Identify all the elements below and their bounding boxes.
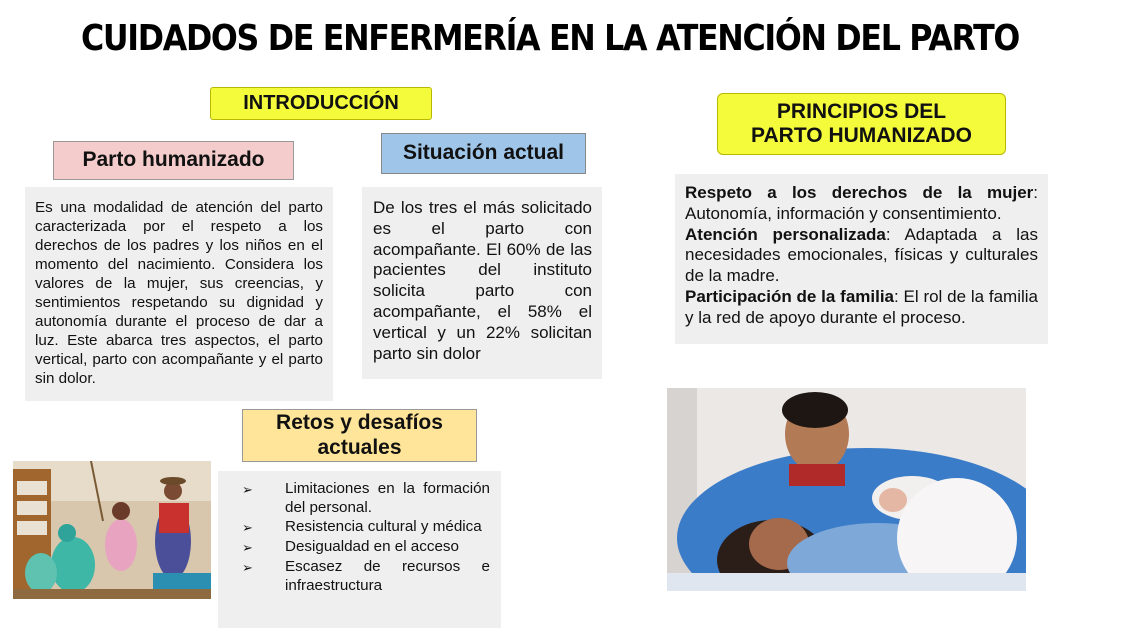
page-title: CUIDADOS DE ENFERMERÍA EN LA ATENCIÓN DEL PARTO (80, 18, 1020, 59)
arrow-bullet-icon: ➢ (242, 482, 253, 497)
situacion-actual-label: Situación actual (381, 133, 586, 174)
arrow-bullet-icon: ➢ (242, 520, 253, 535)
retos-label (242, 409, 477, 462)
arrow-bullet-icon: ➢ (242, 540, 253, 555)
vertical-birth-photo (13, 461, 211, 599)
principio-desc: : Autonomía, información y consentimiento. (685, 183, 1038, 223)
principio-term: Atención personalizada (685, 224, 886, 244)
list-item: ➢ Escasez de recursos e infraestructura (242, 558, 490, 594)
retos-list (242, 479, 490, 595)
parto-humanizado-label: Parto humanizado (53, 141, 294, 180)
list-item: ➢ Desigualdad en el acceso (242, 538, 459, 555)
principios-label-line1: PRINCIPIOS DEL (776, 99, 947, 123)
couple-newborn-photo (667, 388, 1026, 591)
principios-panel (675, 174, 1048, 344)
arrow-bullet-icon: ➢ (242, 560, 253, 575)
principio-item (685, 225, 1038, 287)
introduccion-label: INTRODUCCIÓN (210, 87, 432, 120)
retos-panel (218, 471, 501, 628)
parto-humanizado-panel (25, 187, 333, 401)
list-item: ➢ Limitaciones en la formación del personal. (242, 480, 490, 516)
principio-term: Participación de la familia (685, 286, 895, 306)
retos-label-line2: actuales (317, 435, 402, 459)
principios-label-line2: PARTO HUMANIZADO (751, 124, 972, 147)
principio-term: Respeto a los derechos de la mujer (685, 183, 1034, 202)
principio-item (685, 183, 1038, 225)
principio-desc: : El rol de la familia y la red de apoyo durante el proceso. (685, 286, 1038, 327)
principios-label (717, 93, 1006, 155)
situacion-actual-text: De los tres el más solicitado es el parto con acompañante. El 60% de las pacientes del instituto solicita parto con acompañante, el 58% el vertical y un 22% solicitan parto sin dolor (373, 198, 592, 363)
retos-label-line1: Retos y desafíos (276, 411, 443, 435)
principio-item (685, 287, 1038, 329)
principio-desc: : Adaptada a las necesidades emocionales, físicas y culturales de la madre. (685, 224, 1038, 286)
list-item: ➢ Resistencia cultural y médica (242, 518, 482, 535)
parto-humanizado-text: Es una modalidad de atención del parto caracterizada por el respeto a los derechos de los padres y los niños en el momento del nacimiento. Considera los valores de la mujer, sus creencias, y sentimientos respetando su dignidad y autonomía durante el proceso de dar a luz. Este abarca tres aspectos, el parto vertical, parto con acompañante y el parto sin dolor. (35, 199, 323, 387)
situacion-actual-panel (362, 187, 602, 379)
